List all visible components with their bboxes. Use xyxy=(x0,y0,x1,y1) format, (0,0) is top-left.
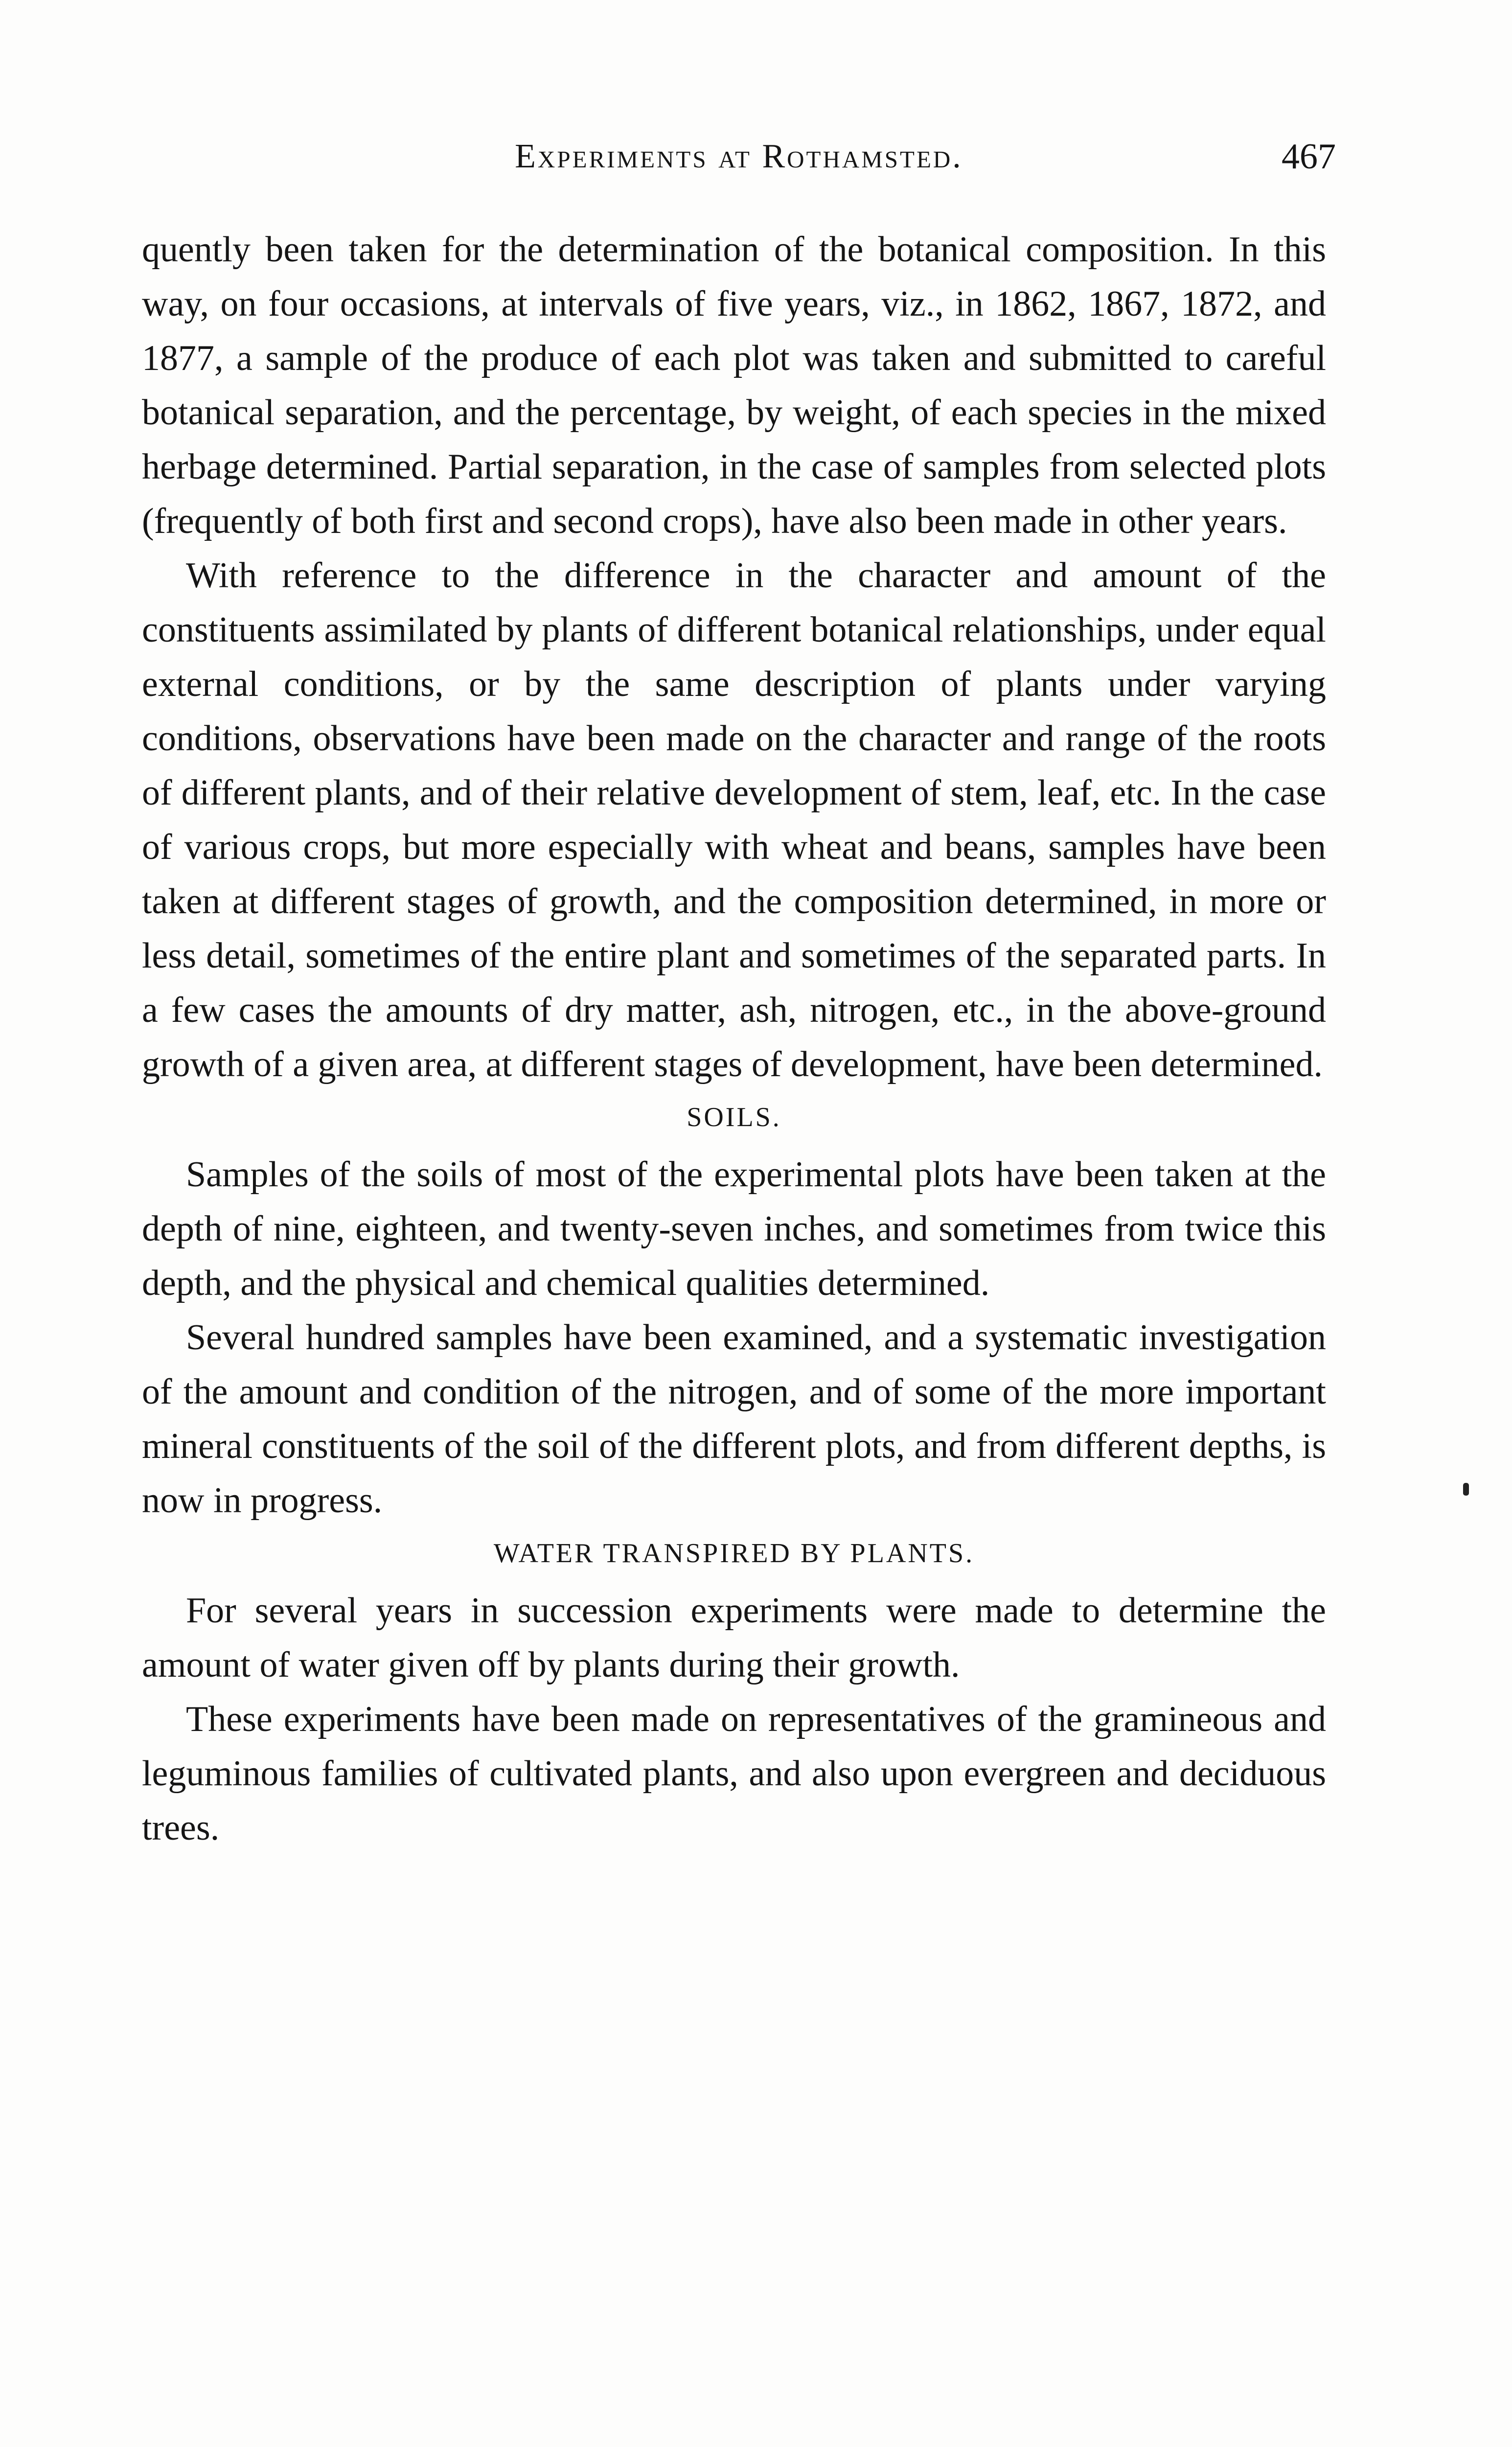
body-text xyxy=(142,223,1326,1855)
paragraph-water-experiments: For several years in succession experiments were made to determine the amount of water given off by plants during their growth. xyxy=(142,1591,1326,1685)
ink-speck xyxy=(1463,1483,1469,1496)
section-heading-water-transpired: WATER TRANSPIRED BY PLANTS. xyxy=(493,1538,975,1569)
paragraph-constituents-assimilated: With reference to the difference in the character and amount of the constituents assimilated by plants of different botanical relationships, under equal external conditions, or by the same description of plants under varying conditions, observations have been made on the character and range of the roots of different plants, and of their relative development of stem, leaf, etc. In the case of various crops, but more especially with wheat and beans, samples have been taken at different stages of growth, and the composition determined, in more or less detail, sometimes of the entire plant and sometimes of the separated parts. In a few cases the amounts of dry matter, ash, nitrogen, etc., in the above-ground growth of a given area, at different stages of development, have been determined. xyxy=(142,555,1326,1085)
running-title: Experiments at Rothamsted. xyxy=(515,138,963,175)
section-heading-soils: SOILS. xyxy=(687,1102,781,1132)
paragraph-soil-investigation: Several hundred samples have been examined, and a systematic investigation of the amount and condition of the nitrogen, and of some of the more important mineral constituents of the soil of the different plots, and from different depths, is now in progress. xyxy=(142,1317,1326,1521)
paragraph-plant-families: These experiments have been made on representatives of the gramineous and leguminous families of cultivated plants, and also upon evergreen and deciduous trees. xyxy=(142,1699,1326,1848)
running-head xyxy=(142,132,1336,181)
paragraph-botanical-composition: quently been taken for the determination of the botanical composition. In this way, on four occasions, at intervals of five years, viz., in 1862, 1867, 1872, and 1877, a sample of the produce of each plot was taken and submitted to careful botanical separation, and the percentage, by weight, of each species in the mixed herbage determined. Partial separation, in the case of samples from selected plots (frequently of both first and second crops), have also been made in other years. xyxy=(142,230,1326,541)
page-number: 467 xyxy=(1282,137,1336,177)
paragraph-soil-samples: Samples of the soils of most of the experimental plots have been taken at the depth of nine, eighteen, and twenty-seven inches, and sometimes from twice this depth, and the physical and chemical qualities determined. xyxy=(142,1154,1326,1303)
